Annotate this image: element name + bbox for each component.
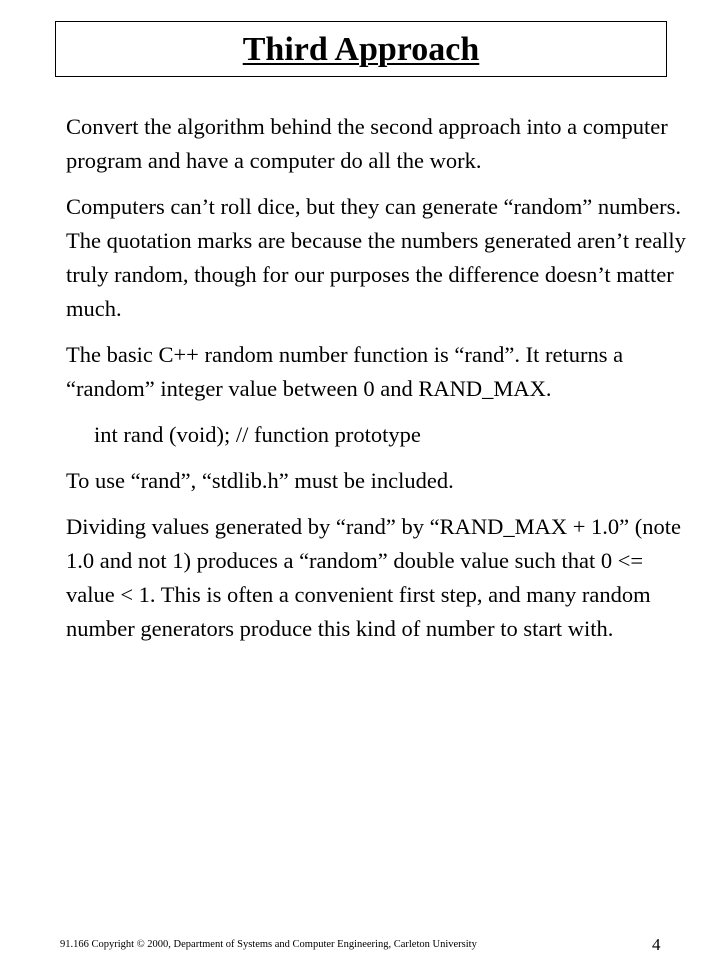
paragraph-function-prototype: int rand (void); // function prototype	[94, 422, 421, 447]
page-number: 4	[652, 935, 661, 954]
paragraph-dividing-values: Dividing values generated by “rand” by “RAND_MAX + 1.0” (note 1.0 and not 1) produces a “random” double value such that 0 <= value < 1. This is often a convenient first step, and many random number generators produce this kind of number to start with.	[66, 514, 682, 641]
slide-title: Third Approach	[242, 31, 480, 68]
footer-copyright: 91.166 Copyright © 2000, Department of Systems and Computer Engineering, Carleton University	[60, 939, 477, 950]
paragraph-convert-algorithm: Convert the algorithm behind the second approach into a computer program and have a computer do all the work.	[66, 114, 668, 173]
paragraph-random-numbers: Computers can’t roll dice, but they can generate “random” numbers. The quotation marks are because the numbers generated aren’t really truly random, though for our purposes the difference doesn’t matter much.	[66, 194, 686, 321]
paragraph-stdlib-include: To use “rand”, “stdlib.h” must be included.	[66, 468, 454, 493]
slide-body	[66, 110, 686, 658]
title-box	[55, 21, 667, 77]
paragraph-rand-function: The basic C++ random number function is “rand”. It returns a “random” integer value between 0 and RAND_MAX.	[66, 342, 624, 401]
